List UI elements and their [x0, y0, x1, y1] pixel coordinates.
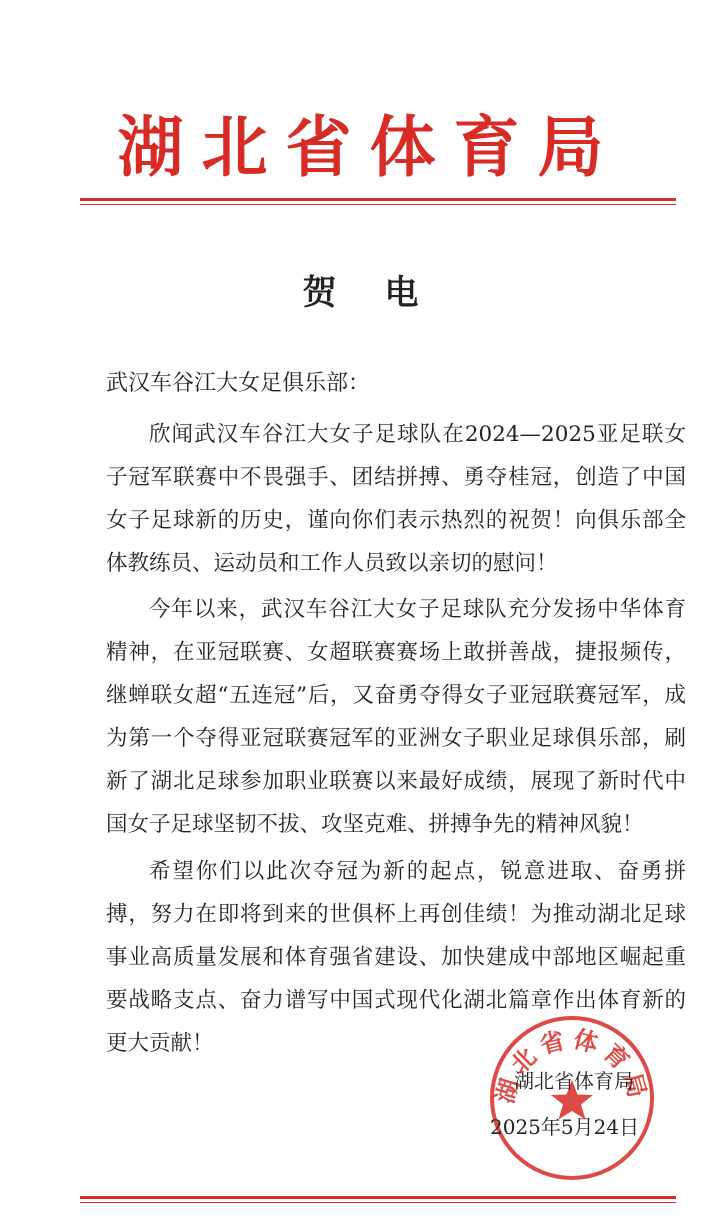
- letterhead-divider: [80, 198, 676, 201]
- body-paragraph-2: 今年以来，武汉车谷江大女子足球队充分发扬中华体育精神，在亚冠联赛、女超联赛赛场上敢拼善战，捷报频传，继蝉联女超“五连冠”后，又奋勇夺得女子亚冠联赛冠军，成为第一个夺得亚冠联赛冠军的亚洲女子职业足球俱乐部，刷新了湖北足球参加职业联赛以来最好成绩，展现了新时代中国女子足球坚韧不拔、攻坚克难、拼搏争先的精神风貌！: [106, 597, 686, 837]
- document-title: 贺电: [302, 273, 467, 313]
- footer-divider-thin: [80, 1202, 676, 1203]
- official-seal-icon: [488, 1014, 656, 1182]
- body-paragraph-1: 欣闻武汉车谷江大女子足球队在2024—2025亚足联女子冠军联赛中不畏强手、团结拼搏、勇夺桂冠，创造了中国女子足球新的历史，谨向你们表示热烈的祝贺！向俱乐部全体教练员、运动员和工作人员致以亲切的慰问！: [106, 422, 686, 576]
- letterhead-org-name: 湖北省体育局: [117, 109, 622, 186]
- signature-date: 2025年5月24日: [490, 1115, 640, 1139]
- letterhead-divider-thin: [80, 204, 676, 205]
- footer-divider: [80, 1196, 676, 1199]
- signature-org: 湖北省体育局: [514, 1069, 634, 1093]
- salutation: 武汉车谷江大女足俱乐部：: [106, 371, 371, 396]
- body-paragraph-3: 希望你们以此次夺冠为新的起点，锐意进取、奋勇拼搏，努力在即将到来的世俱杯上再创佳绩！为推动湖北足球事业高质量发展和体育强省建设、加快建成中部地区崛起重要战略支点、奋力谱写中国式现代化湖北篇章作出体育新的更大贡献！: [106, 859, 686, 1056]
- seal-text: 湖北省体育局: [490, 1024, 654, 1107]
